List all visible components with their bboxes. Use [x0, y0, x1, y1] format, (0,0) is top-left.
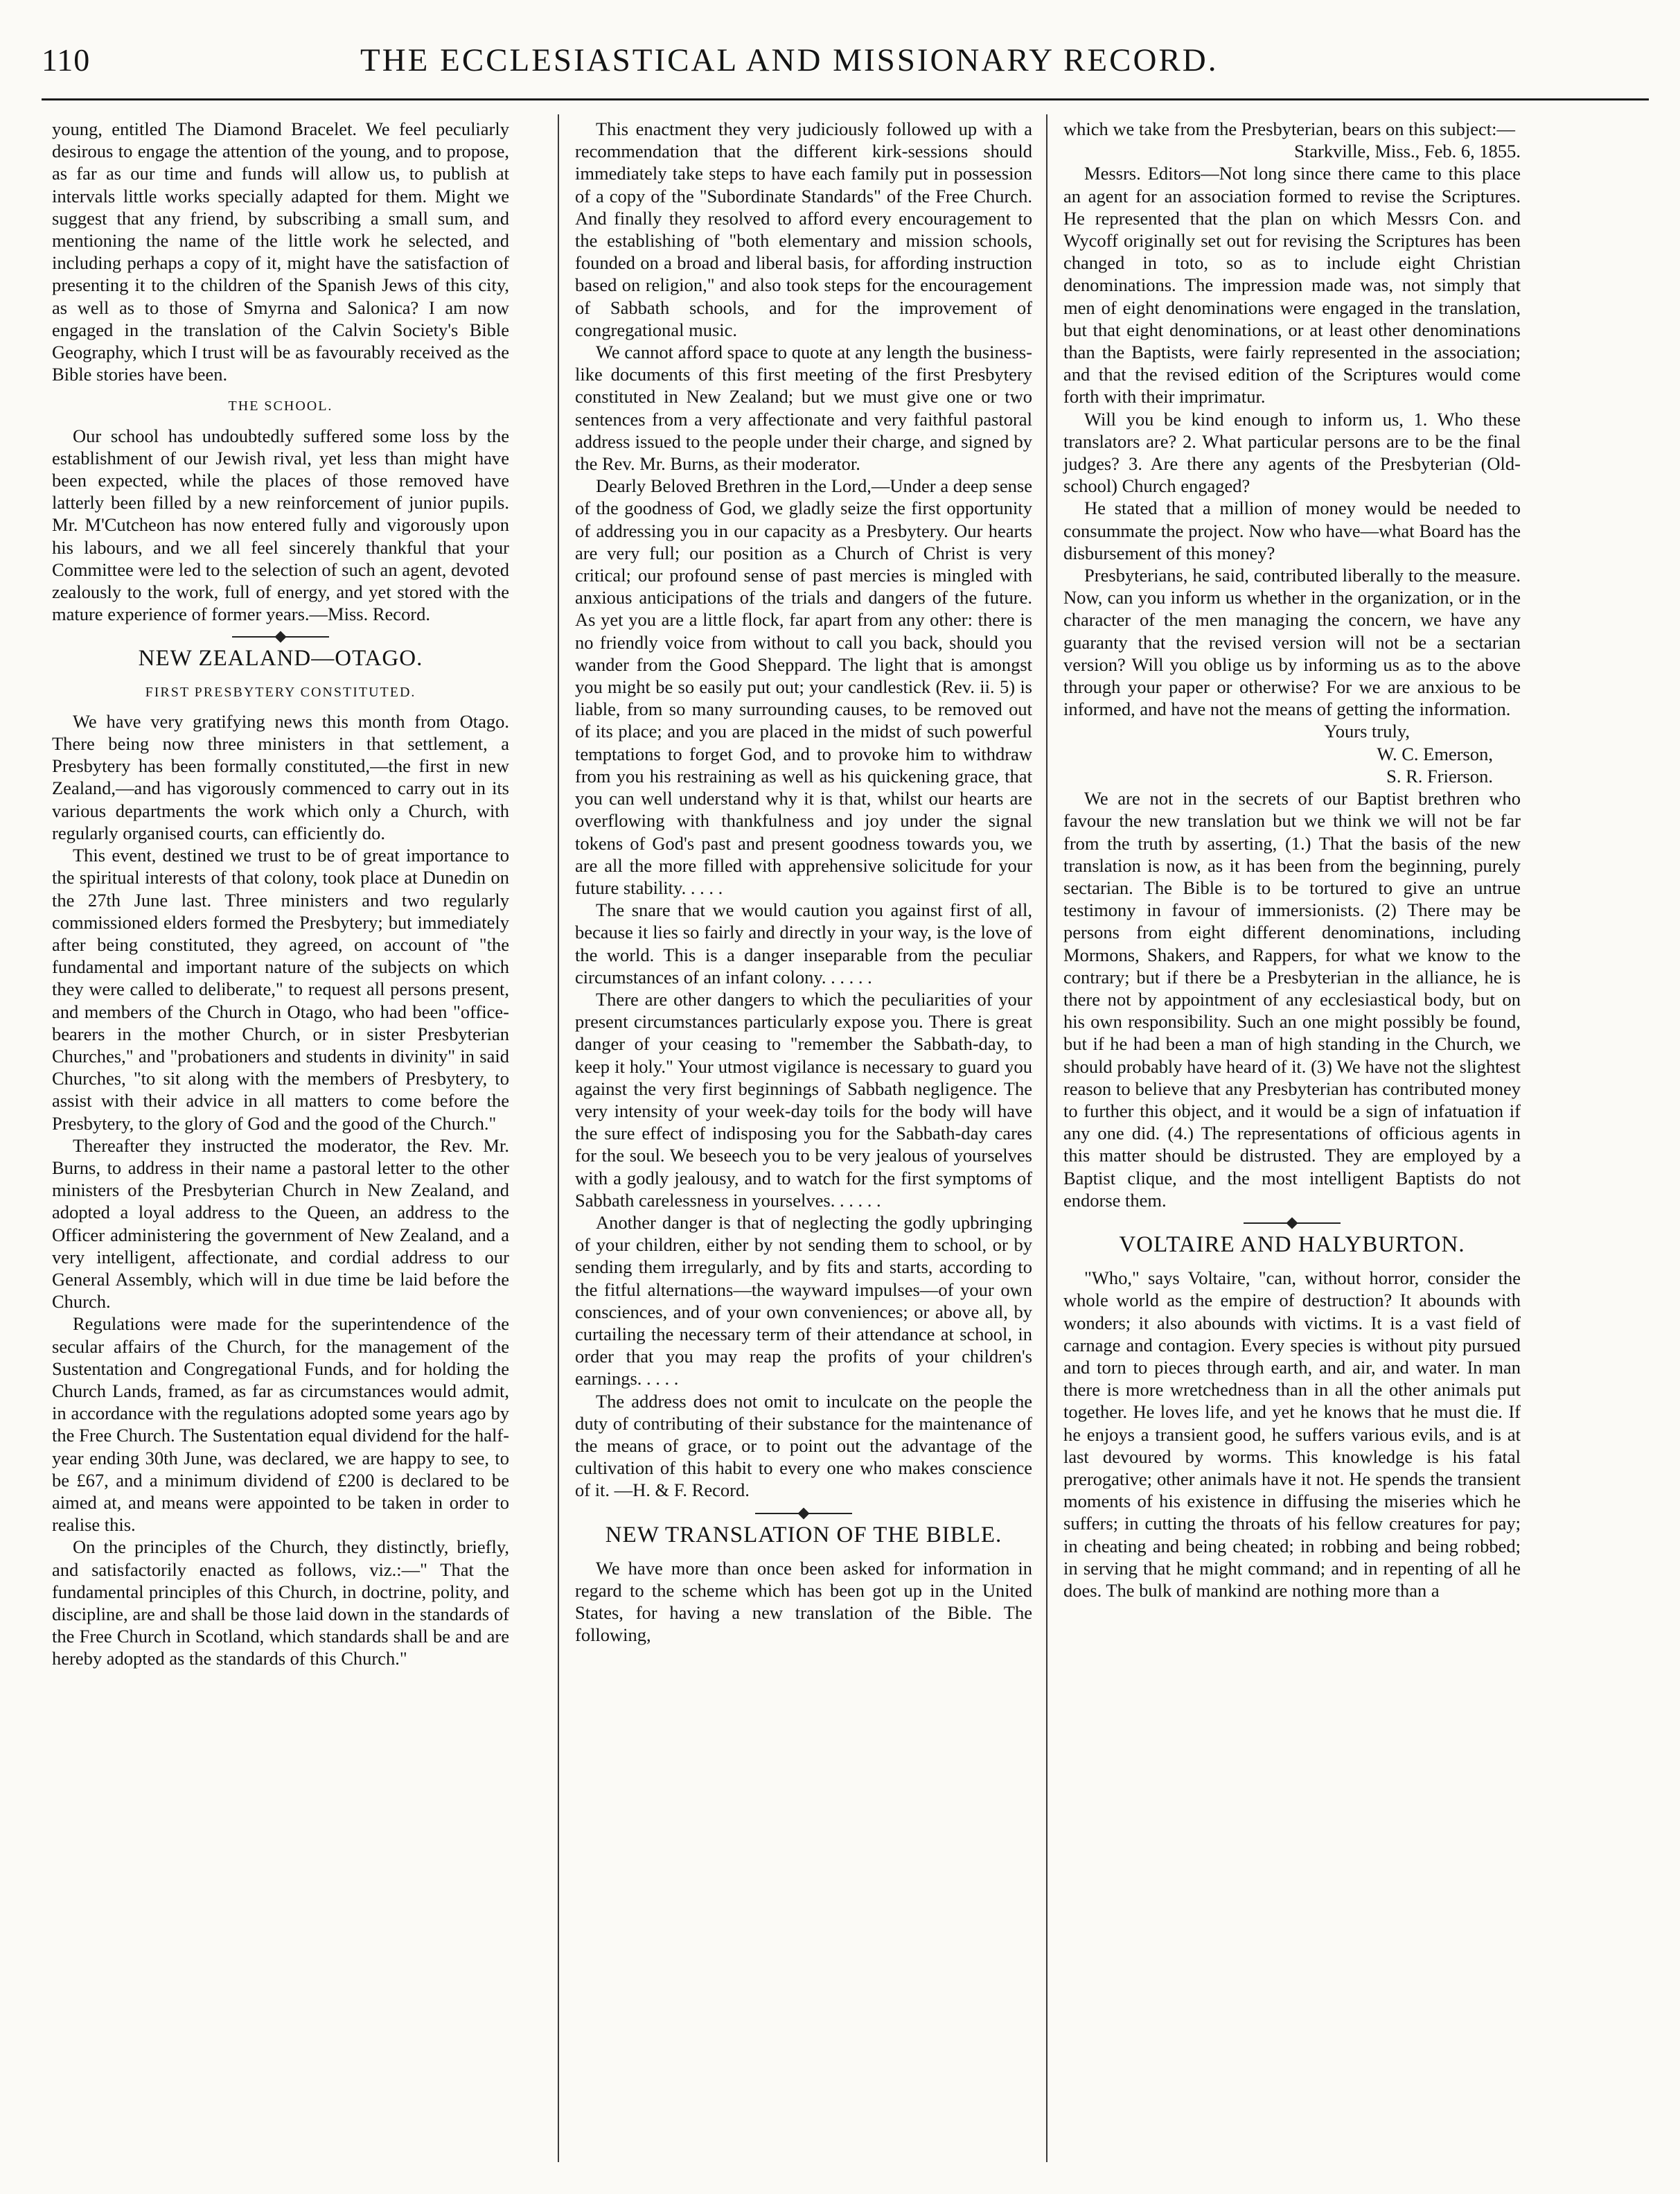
- paragraph: He stated that a million of money would be needed to consummate the project. Now who have—what Board has the disbursement of this money?: [1063, 498, 1521, 563]
- paragraph: We are not in the secrets of our Baptist brethren who favour the new translation but we think we will not be far from the truth by asserting, (1.) That the basis of the new translation is now, as it has been from the beginning, purely sectarian. The Bible is to be tortured to give an untrue testimony in favour of immersionists. (2) There may be persons from eight different denominations, including Mormons, Shakers, and Rappers, for what we know to the contrary; but if there be a Presbyterian in the alliance, he is there not by appointment of any ecclesiastical body, but on his own responsibility. Such an one might possibly be found, but if he had been a man of high standing in the Church, we should probably have heard of it. (3) We have not the slightest reason to believe that any Presbyterian has contributed money to further this object, and it would be a sign of infatuation if any one did. (4.) The representations of officious agents in this matter should be distrusted. They are employed by a Baptist clique, and the most intelligent Baptists do not endorse them.: [1063, 788, 1521, 1211]
- column-1: [52, 118, 509, 1670]
- page-number: 110: [42, 42, 91, 78]
- running-title: THE ECCLESIASTICAL AND MISSIONARY RECORD.: [360, 42, 1219, 78]
- section-divider: [755, 1513, 852, 1514]
- column-3: [1063, 118, 1521, 1601]
- paragraph: This enactment they very judiciously followed up with a recommendation that the different kirk-sessions should immediately take steps to have each family put in possession of a copy of the "Subordinate Standards" of the Free Church. And finally they resolved to afford every encouragement to the establishing of "both elementary and mission schools, founded on a broad and liberal basis, for affording instruction based on religion," and also took steps for the encouragement of Sabbath schools, and for the improvement of congregational music.: [575, 119, 1032, 340]
- paragraph: Presbyterians, he said, contributed liberally to the measure. Now, can you inform us whether in the organization, or in the character of the men managing the concern, we have any guaranty that the revised version will not be a sectarian version? Will you oblige us by informing us as to the above through your paper or otherwise? For we are anxious to be informed, and have not the means of getting the information.: [1063, 565, 1521, 720]
- column-rule-2: [1046, 114, 1047, 2162]
- paragraph: We have very gratifying news this month from Otago. There being now three ministers in that settlement, a Presbytery has been formally constituted,—the first in new Zealand,—and has vigorously commenced to carry out in its various departments the work which only a Church, with regularly organised courts, can efficiently do.: [52, 710, 509, 843]
- article-heading-voltaire: VOLTAIRE AND HALYBURTON.: [1119, 1231, 1465, 1257]
- paragraph: Another danger is that of neglecting the godly upbringing of your children, either by not sending them to school, or by sending them irregularly, and by fits and starts, according to the fitful alternations—the wayward impulses—of your own consciences, and of your own conveniences; or above all, by curtailing the necessary term of their attendance at school, in order that you may reap the profits of your children's earnings. . . . .: [575, 1211, 1032, 1389]
- section-heading-school: THE SCHOOL.: [228, 398, 333, 414]
- header-rule: [42, 98, 1649, 100]
- paragraph: Dearly Beloved Brethren in the Lord,—Under a deep sense of the goodness of God, we gladly seize the first opportunity of addressing you in our capacity as a Presbytery. Our hearts are very full; our position as a Church of Christ is very critical; our profound sense of past mercies is mingled with anxious anticipations of the trials and dangers of the future. As yet you are a little flock, far apart from any other: there is no friendly voice from without to call you back, should you wander from the Good Sheppard. The light that is amongst you might be so easily put out; your candlestick (Rev. ii. 5) is liable, from so many surrounding causes, to be removed out of its place; and you are placed in the midst of such powerful temptations to forget God, and to provoke him to withdraw from you his restraining as well as his quickening grace, that you can well understand why it is that, whilst our hearts are overflowing with thankfulness and joy under the signal tokens of God's past and present goodness towards you, we are all the more filled with apprehensive solicitude for your future stability. . . . .: [575, 475, 1032, 898]
- paragraph: Messrs. Editors—Not long since there came to this place an agent for an association formed to revise the Scriptures. He represented that the plan on which Messrs Con. and Wycoff originally set out for revising the Scriptures has been changed in toto, so as to include eight Christian denominations. The impression made was, not simply that men of eight denominations were engaged in the translation, but that eight denominations, or at least other denominations than the Baptists, were fairly represented in the association; and that the revised edition of the Scriptures would come forth with their imprimatur.: [1063, 163, 1521, 407]
- paragraph: young, entitled The Diamond Bracelet. We feel peculiarly desirous to engage the attention of the young, and to propose, as far as our time and funds will allow us, to publish at intervals little works specially adapted for them. Might we suggest that any friend, by subscribing a small sum, and mentioning the name of the little work he selected, and including perhaps a copy of it, might have the satisfaction of presenting it to the children of the Spanish Jews of this city, as well as to those of Smyrna and Salonica? I am now engaged in the translation of the Calvin Society's Bible Geography, which I trust will be as favourably received as the Bible stories have been.: [52, 119, 509, 385]
- article-heading-new-zealand: NEW ZEALAND—OTAGO.: [138, 646, 423, 672]
- paragraph: which we take from the Presbyterian, bears on this subject:—: [1063, 119, 1516, 139]
- paragraph: There are other dangers to which the peculiarities of your present circumstances particularly expose you. There is great danger of your ceasing to "remember the Sabbath-day, to keep it holy." Your utmost vigilance is necessary to guard you against the very first beginnings of Sabbath negligence. The very intensity of your week-day toils for the body will have the sure effect of indisposing you for the Sabbath-day cares for the soul. We beseech you to be very jealous of yourselves with a godly jealousy, and to watch for the first symptoms of Sabbath carelessness in yourselves. . . . . .: [575, 988, 1032, 1211]
- column-rule-1: [558, 114, 559, 2162]
- signature-1: W. C. Emerson,: [1377, 743, 1493, 764]
- section-divider: [232, 636, 329, 638]
- paragraph: This event, destined we trust to be of great importance to the spiritual interests of that colony, took place at Dunedin on the 27th June last. Three ministers and two regularly commissioned elders formed the Presbytery; but immediately after being constituted, they agreed, on account of "the fundamental and important nature of the subjects on which they were called to deliberate," to request all persons present, and members of the Church in Otago, who had been "office-bearers in the mother Church, or in sister Presbyterian Churches," and "probationers and students in divinity" in said Churches, "to sit along with the members of Presbytery, to assist with their advice in all matters to come before the Presbytery, to the glory of God and the good of the Church.": [52, 845, 509, 1134]
- paragraph: Thereafter they instructed the moderator, the Rev. Mr. Burns, to address in their name a pastoral letter to the other ministers of the Presbyterian Church in New Zealand, and adopted a loyal address to the Queen, an address to the Officer administering the government of New Zealand, and a very intelligent, affectionate, and cordial address to our General Assembly, which will in due time be laid before the Church.: [52, 1134, 509, 1313]
- paragraph: The snare that we would caution you against first of all, because it lies so fairly and directly in your way, is the love of the world. This is a danger inseparable from the peculiar circumstances of an infant colony. . . . . .: [575, 899, 1032, 988]
- paragraph: We cannot afford space to quote at any length the business-like documents of this first meeting of the first Presbytery constituted in New Zealand; but we must give one or two sentences from a very affectionate and very faithful pastoral address issued to the people under their charge, and signed by the Rev. Mr. Burns, as their moderator.: [575, 342, 1032, 475]
- paragraph: Our school has undoubtedly suffered some loss by the establishment of our Jewish rival, yet less than might have been expected, while the places of those removed have latterly been filled by a new reinforcement of junior pupils. Mr. M'Cutcheon has now entered fully and vigorously upon his labours, and we all feel sincerely thankful that your Committee were led to the selection of such an agent, devoted zealously to the work, full of energy, and yet stored with the mature experience of former years.—Miss. Record.: [52, 425, 509, 625]
- section-divider: [1244, 1222, 1341, 1224]
- page-header: [42, 42, 1642, 90]
- paragraph: Will you be kind enough to inform us, 1. Who these translators are? 2. What particular persons are to be the final judges? 3. Are there any agents of the Presbyterian (Old-school) Church engaged?: [1063, 408, 1521, 497]
- letter-closing: Yours truly,: [1324, 721, 1410, 742]
- paragraph: The address does not omit to inculcate on the people the duty of contributing of their substance for the maintenance of the means of grace, or to point out the advantage of the cultivation of this habit to every one who makes conscience of it. —H. & F. Record.: [575, 1390, 1032, 1501]
- paragraph: On the principles of the Church, they distinctly, briefly, and satisfactorily enacted as follows, viz.:—" That the fundamental principles of this Church, in doctrine, polity, and discipline, are and shall be those laid down in the standards of the Free Church in Scotland, which standards shall be and are hereby adopted as the standards of this Church.": [52, 1536, 509, 1669]
- article-subheading: FIRST PRESBYTERY CONSTITUTED.: [145, 684, 416, 700]
- paragraph: "Who," says Voltaire, "can, without horror, consider the whole world as the empire of destruction? It abounds with wonders; it also abounds with victims. It is a vast field of carnage and contagion. Every species is without pity pursued and torn to pieces through earth, and air, and water. In man there is more wretchedness than in all the other animals put together. He loves life, and yet he knows that he must die. If he enjoys a transient good, he suffers various evils, and is at last devoured by worms. This knowledge is his fatal prerogative; other animals have it not. He spends the transient moments of his existence in diffusing the miseries which he suffers; in cutting the throats of his fellow creatures for pay; in cheating and being cheated; in robbing and being robbed; in serving that he might command; and in repenting of all he does. The bulk of mankind are nothing more than a: [1063, 1267, 1521, 1601]
- signature-2: S. R. Frierson.: [1386, 765, 1493, 787]
- article-heading-new-translation: NEW TRANSLATION OF THE BIBLE.: [605, 1522, 1002, 1547]
- paragraph: Regulations were made for the superintendence of the secular affairs of the Church, for the management of the Sustentation and Congregational Funds, and for holding the Church Lands, framed, as far as circumstances would admit, in accordance with the regulations adopted some years ago by the Free Church. The Sustentation equal dividend for the half-year ending 30th June, was declared, we are happy to see, to be £67, and a minimum dividend of £200 is declared to be aimed at, and means were appointed to be taken in order to realise this.: [52, 1313, 509, 1536]
- column-2: [575, 118, 1032, 1647]
- dateline: Starkville, Miss., Feb. 6, 1855.: [1294, 141, 1521, 162]
- paragraph: We have more than once been asked for information in regard to the scheme which has been got up in the United States, for having a new translation of the Bible. The following,: [575, 1557, 1032, 1646]
